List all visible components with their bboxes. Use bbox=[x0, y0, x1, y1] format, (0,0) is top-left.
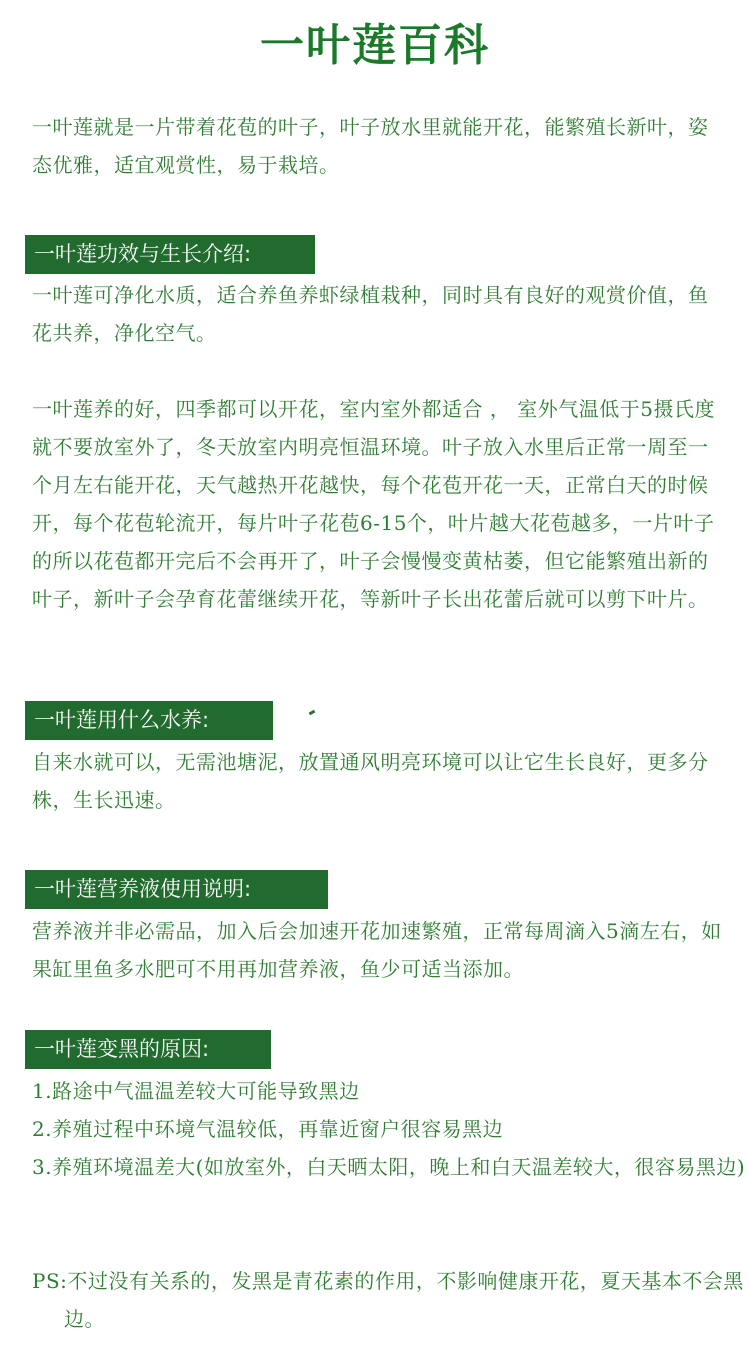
water-paragraph: 自来水就可以，无需池塘泥，放置通风明亮环境可以让它生长良好，更多分株，生长迅速。 bbox=[32, 750, 709, 812]
intro-paragraph: 一叶莲就是一片带着花苞的叶子，叶子放水里就能开花，能繁殖长新叶，姿态优雅，适宜观赏性，易于栽培。 bbox=[32, 115, 709, 177]
blackening-reason-1: 1.路途中气温温差较大可能导致黑边 bbox=[32, 1079, 360, 1103]
blackening-reason-3: 3.养殖环境温差大(如放室外，白天晒太阳，晚上和白天温差较大，很容易黑边) bbox=[32, 1155, 746, 1179]
nutrient-paragraph: 营养液并非必需品，加入后会加速开花加速繁殖，正常每周滴入5滴左右，如果缸里鱼多水肥可不用再加营养液，鱼少可适当添加。 bbox=[32, 919, 722, 981]
ps-note: PS:不过没有关系的，发黑是青花素的作用，不影响健康开花，夏天基本不会黑边。 bbox=[32, 1269, 744, 1331]
page-title: 一叶莲百科 bbox=[260, 20, 490, 71]
stray-mark bbox=[309, 710, 316, 716]
section-heading-nutrient: 一叶莲营养液使用说明: bbox=[25, 870, 328, 909]
blackening-reason-2: 2.养殖过程中环境气温较低，再靠近窗户很容易黑边 bbox=[32, 1117, 504, 1141]
section-heading-blackening: 一叶莲变黑的原因: bbox=[25, 1030, 271, 1069]
section-heading-benefits: 一叶莲功效与生长介绍: bbox=[25, 235, 315, 274]
section-heading-water: 一叶莲用什么水养: bbox=[25, 701, 273, 740]
benefits-paragraph-2: 一叶莲养的好，四季都可以开花，室内室外都适合 ， 室外气温低于5摄氏度就不要放室外了，冬天放室内明亮恒温环境。叶子放入水里后正常一周至一个月左右能开花，天气越热开花越快，每个花苞开花一天，正常白天的时候开，每个花苞轮流开，每片叶子花苞6-15个，叶片越大花苞越多，一片叶子的所以花苞都开完后不会再开了，叶子会慢慢变黄枯萎，但它能繁殖出新的叶子，新叶子会孕育花蕾继续开花，等新叶子长出花蕾后就可以剪下叶片。 bbox=[32, 397, 715, 611]
benefits-paragraph-1: 一叶莲可净化水质，适合养鱼养虾绿植栽种，同时具有良好的观赏价值，鱼花共养，净化空气。 bbox=[32, 283, 709, 345]
